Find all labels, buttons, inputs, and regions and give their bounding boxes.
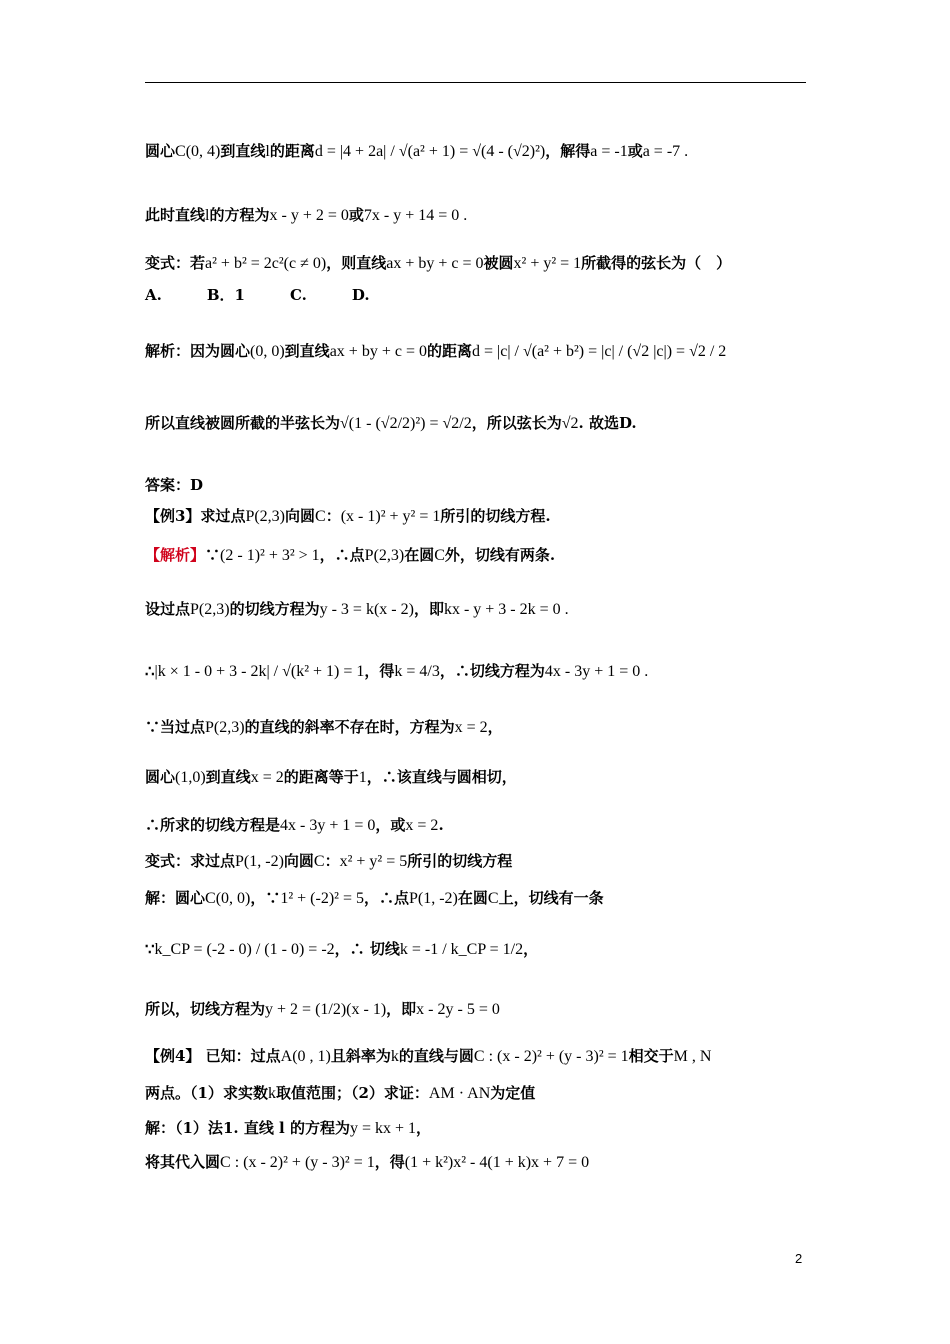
text-segment: 两点。（1）求实数 <box>145 1084 268 1102</box>
math-expression: l <box>205 207 210 224</box>
text-segment: ： <box>325 507 341 525</box>
text-segment: 取值范围；（2）求证： <box>275 1084 429 1102</box>
text-segment: 圆心 <box>145 768 176 786</box>
math-expression: √(1 - (√2/2)²) = √2/2 <box>340 415 472 432</box>
math-expression: 4x - 3y + 1 = 0 <box>280 817 376 834</box>
text-line <box>145 140 810 163</box>
math-expression: (1,0) <box>175 769 206 786</box>
math-expression: x - 2y - 5 = 0 <box>416 1001 500 1018</box>
text-segment: 圆心 <box>145 142 176 160</box>
math-expression: k = -1 / k_CP = 1/2 <box>399 941 524 958</box>
text-segment: ∴ <box>145 662 155 680</box>
math-expression: y - 3 = k(x - 2) <box>319 601 414 618</box>
math-expression: √2 <box>561 415 579 432</box>
math-expression: x = 2 <box>250 769 284 786</box>
math-expression: 7x - y + 14 = 0 . <box>363 207 468 224</box>
text-line <box>145 1045 810 1068</box>
math-expression: x² + y² = 1 <box>513 255 582 272</box>
text-segment: 所以直线被圆所截的半弦长为 <box>145 414 341 432</box>
text-segment: 所引的切线方程. <box>440 507 551 525</box>
text-line <box>145 766 810 789</box>
math-expression: (1 + k²)x² - 4(1 + k)x + 7 = 0 <box>404 1154 590 1171</box>
text-line <box>145 474 810 496</box>
text-segment: 且斜率为 <box>330 1047 391 1065</box>
text-segment: 或 <box>348 206 364 224</box>
math-expression: d = |c| / √(a² + b²) = |c| / (√2 |c|) = √2 / 2 <box>471 343 727 360</box>
text-segment: 解：（1）法1. 直线 l 的方程为 <box>145 1119 350 1137</box>
text-segment: ∵ <box>205 546 221 564</box>
text-segment: 【例3】求过点 <box>145 507 246 525</box>
text-segment: ，∴点 <box>363 889 409 907</box>
text-segment: ， <box>523 940 539 958</box>
math-expression: x = 2 <box>405 817 439 834</box>
text-segment: 此时直线 <box>145 206 206 224</box>
text-segment: ， <box>487 718 503 736</box>
math-expression: a = -7 . <box>642 143 689 160</box>
text-segment: ，∴ 切线 <box>334 940 400 958</box>
text-line <box>145 252 810 275</box>
math-expression: k <box>390 1048 399 1065</box>
text-segment: ，即 <box>413 600 444 618</box>
math-expression: a² + b² = 2c²(c ≠ 0) <box>205 255 327 272</box>
math-expression: ax + by + c = 0 <box>386 255 484 272</box>
text-line <box>145 1082 810 1105</box>
math-expression: a = -1 <box>590 143 628 160</box>
math-expression: C(0, 4) <box>175 143 221 160</box>
text-segment: ∵ <box>145 940 155 958</box>
text-line <box>145 814 810 837</box>
text-segment: 将其代入圆 <box>145 1153 221 1171</box>
text-segment: ， <box>416 1119 432 1137</box>
text-segment: 或 <box>627 142 643 160</box>
math-expression: l <box>265 143 270 160</box>
math-expression: d = |4 + 2a| / √(a² + 1) = √(4 - (√2)²) <box>314 143 546 160</box>
math-expression: C <box>313 853 325 870</box>
math-expression: x - y + 2 = 0 <box>269 207 349 224</box>
math-expression: C(0, 0) <box>205 890 251 907</box>
text-line <box>145 850 810 873</box>
text-segment: 的距离等于 <box>283 768 359 786</box>
text-line <box>145 1117 810 1140</box>
math-expression: P(2,3) <box>190 601 230 618</box>
text-line <box>145 544 810 567</box>
math-expression: 4x - 3y + 1 = 0 . <box>544 663 649 680</box>
text-segment: ，得 <box>364 662 395 680</box>
text-line <box>145 204 810 227</box>
text-segment: ，则直线 <box>326 254 387 272</box>
text-segment: 到直线 <box>284 342 330 360</box>
text-segment: 的直线的斜率不存在时，方程为 <box>244 718 455 736</box>
text-segment: 向圆 <box>285 507 316 525</box>
text-segment: ，或 <box>375 816 406 834</box>
math-expression: y = kx + 1 <box>349 1120 417 1137</box>
text-line <box>145 887 810 910</box>
text-segment: 被圆 <box>483 254 514 272</box>
text-segment: ，得 <box>374 1153 405 1171</box>
text-segment: 的距离 <box>269 142 315 160</box>
text-segment: 的方程为 <box>209 206 270 224</box>
math-expression: P(1, -2) <box>235 853 284 870</box>
math-expression: |k × 1 - 0 + 3 - 2k| / √(k² + 1) = 1 <box>154 663 365 680</box>
text-segment: ∴所求的切线方程是 <box>145 816 281 834</box>
text-line <box>145 598 810 621</box>
text-segment: ，即 <box>386 1000 417 1018</box>
text-line <box>145 505 810 528</box>
text-segment: 到直线 <box>205 768 251 786</box>
text-segment: 变式：求过点 <box>145 852 236 870</box>
section-tag: 【解析】 <box>145 546 206 564</box>
text-segment: ，解得 <box>545 142 591 160</box>
text-line <box>145 284 810 306</box>
text-segment: 答案：D <box>145 476 204 494</box>
text-segment: 上，切线有一条 <box>498 889 604 907</box>
math-expression: C <box>315 508 326 525</box>
math-expression: 1 <box>358 769 367 786</box>
math-expression: (0, 0) <box>250 343 285 360</box>
text-segment: 设过点 <box>145 600 191 618</box>
text-segment: ，∴该直线与圆相切， <box>366 768 517 786</box>
text-segment: ，∴切线方程为 <box>439 662 545 680</box>
math-expression: x = 2 <box>454 719 488 736</box>
math-expression: k <box>267 1085 276 1102</box>
text-segment: 【例4】 已知：过点 <box>145 1047 281 1065</box>
text-segment: 所截得的弦长为（ ） <box>581 254 732 272</box>
text-segment: . <box>438 816 444 834</box>
text-segment: 外，切线有两条. <box>444 546 556 564</box>
math-expression: C : (x - 2)² + (y - 3)² = 1 <box>473 1048 629 1065</box>
math-expression: (x - 1)² + y² = 1 <box>340 508 441 525</box>
math-expression: 1² + (-2)² = 5 <box>280 890 364 907</box>
text-segment: 解析：因为圆心 <box>145 342 251 360</box>
math-expression: A(0 , 1) <box>280 1048 331 1065</box>
math-expression: M , N <box>673 1048 712 1065</box>
text-segment: 所以，切线方程为 <box>145 1000 266 1018</box>
text-line <box>145 412 810 435</box>
math-expression: (2 - 1)² + 3² > 1 <box>220 547 320 564</box>
math-expression: P(2,3) <box>245 508 286 525</box>
math-expression: k_CP = (-2 - 0) / (1 - 0) = -2 <box>154 941 335 958</box>
math-expression: C <box>487 890 499 907</box>
text-segment: ，所以弦长为 <box>471 414 562 432</box>
math-expression: AM · AN <box>428 1085 491 1102</box>
text-segment: 相交于 <box>628 1047 674 1065</box>
math-expression: P(1, -2) <box>409 890 458 907</box>
text-segment: . 故选D. <box>578 414 637 432</box>
text-segment: ，∴点 <box>319 546 365 564</box>
math-expression: C : (x - 2)² + (y - 3)² = 1 <box>220 1154 375 1171</box>
text-segment: A. B．1 C. D. <box>145 286 370 304</box>
text-segment: 的切线方程为 <box>229 600 320 618</box>
text-segment: ： <box>324 852 340 870</box>
text-line <box>145 716 810 739</box>
math-expression: y + 2 = (1/2)(x - 1) <box>265 1001 387 1018</box>
text-segment: 向圆 <box>283 852 314 870</box>
math-expression: P(2,3) <box>364 547 405 564</box>
text-line <box>145 998 810 1021</box>
math-expression: ax + by + c = 0 <box>329 343 427 360</box>
header-rule <box>145 82 806 83</box>
text-segment: 在圆 <box>457 889 488 907</box>
text-segment: 的直线与圆 <box>398 1047 474 1065</box>
text-line <box>145 660 810 683</box>
math-expression: x² + y² = 5 <box>339 853 408 870</box>
text-segment: 为定值 <box>490 1084 536 1102</box>
math-expression: kx - y + 3 - 2k = 0 . <box>443 601 569 618</box>
math-expression: C <box>434 547 445 564</box>
text-segment: 在圆 <box>404 546 435 564</box>
text-line <box>145 1151 810 1174</box>
math-expression: P(2,3) <box>205 719 245 736</box>
text-segment: 所引的切线方程 <box>407 852 513 870</box>
text-segment: 的距离 <box>426 342 472 360</box>
text-line <box>145 938 810 961</box>
text-segment: 解：圆心 <box>145 889 206 907</box>
math-expression: k = 4/3 <box>394 663 440 680</box>
text-segment: 变式：若 <box>145 254 206 272</box>
text-line <box>145 340 810 363</box>
text-segment: ∵当过点 <box>145 718 206 736</box>
text-segment: 到直线 <box>220 142 266 160</box>
text-segment: ，∵ <box>250 889 281 907</box>
page-number: 2 <box>795 1251 803 1266</box>
